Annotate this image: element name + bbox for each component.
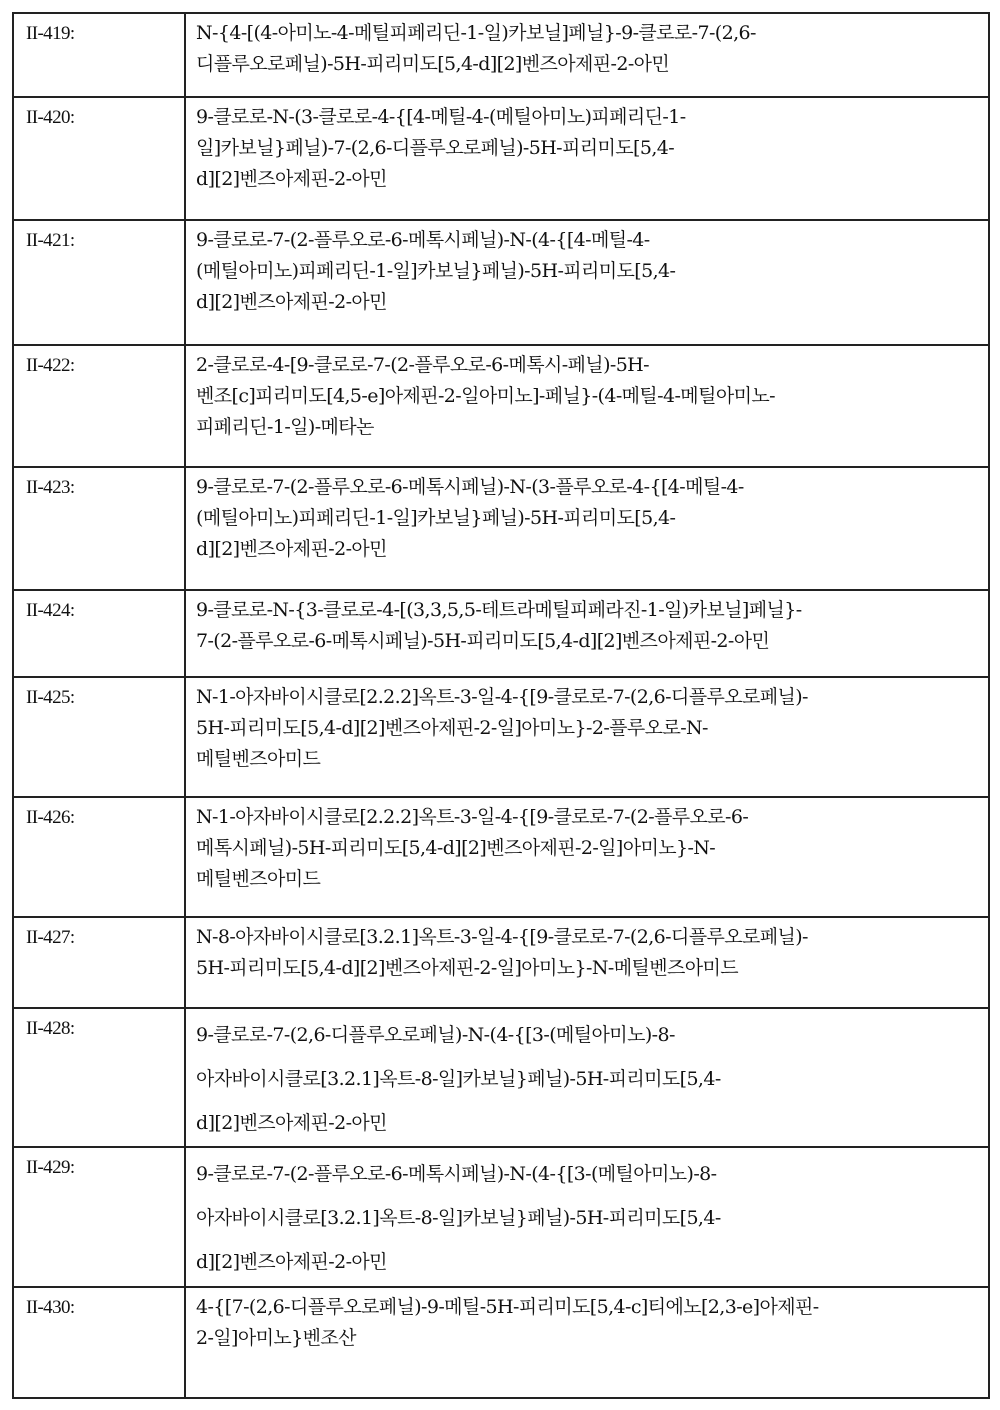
- table-row: [13, 13, 989, 97]
- compound-name-line: (메틸아미노)피페리딘-1-일]카보닐}페닐)-5H-피리미도[5,4-: [196, 256, 982, 287]
- compound-name-line: d][2]벤즈아제핀-2-아민: [196, 287, 982, 318]
- compound-name-line: 4-{[7-(2,6-디플루오로페닐)-9-메틸-5H-피리미도[5,4-c]티에노[2,3-e]아제핀-: [196, 1292, 982, 1323]
- table-row: [13, 677, 989, 797]
- compound-name: [185, 220, 989, 345]
- table-row: [13, 220, 989, 345]
- compound-name-line: 2-일]아미노}벤조산: [196, 1323, 982, 1354]
- table-row: [13, 1287, 989, 1398]
- compound-name-line: d][2]벤즈아제핀-2-아민: [196, 1101, 982, 1145]
- compound-name: [185, 917, 989, 1008]
- table-row: [13, 590, 989, 677]
- compound-name-line: N-1-아자바이시클로[2.2.2]옥트-3-일-4-{[9-클로로-7-(2-플루오로-6-: [196, 802, 982, 833]
- compound-name-line: N-{4-[(4-아미노-4-메틸피페리딘-1-일)카보닐]페닐}-9-클로로-7-(2,6-: [196, 18, 982, 49]
- compound-name: [185, 590, 989, 677]
- compound-name-line: 7-(2-플루오로-6-메톡시페닐)-5H-피리미도[5,4-d][2]벤즈아제핀-2-아민: [196, 626, 982, 657]
- compound-id: II-419:: [13, 13, 185, 97]
- table-row: [13, 797, 989, 917]
- compound-id: II-425:: [13, 677, 185, 797]
- compound-id: II-421:: [13, 220, 185, 345]
- compound-name-line: 5H-피리미도[5,4-d][2]벤즈아제핀-2-일]아미노}-2-플루오로-N-: [196, 713, 982, 744]
- compound-name: [185, 13, 989, 97]
- compound-name: [185, 467, 989, 590]
- table-row: [13, 345, 989, 467]
- compound-name-line: d][2]벤즈아제핀-2-아민: [196, 1240, 982, 1284]
- compound-name: [185, 797, 989, 917]
- compound-id: II-422:: [13, 345, 185, 467]
- compound-id: II-424:: [13, 590, 185, 677]
- compound-name: [185, 1147, 989, 1287]
- compound-name-line: N-8-아자바이시클로[3.2.1]옥트-3-일-4-{[9-클로로-7-(2,6-디플루오로페닐)-: [196, 922, 982, 953]
- compound-name-line: 9-클로로-N-{3-클로로-4-[(3,3,5,5-테트라메틸피페라진-1-일)카보닐]페닐}-: [196, 595, 982, 626]
- table-row: [13, 97, 989, 220]
- compound-id: II-420:: [13, 97, 185, 220]
- compound-name-line: 메톡시페닐)-5H-피리미도[5,4-d][2]벤즈아제핀-2-일]아미노}-N-: [196, 833, 982, 864]
- compound-name-line: 아자바이시클로[3.2.1]옥트-8-일]카보닐}페닐)-5H-피리미도[5,4-: [196, 1196, 982, 1240]
- compound-name: [185, 1008, 989, 1147]
- compound-id: II-426:: [13, 797, 185, 917]
- compound-name-line: 피페리딘-1-일)-메타논: [196, 412, 982, 443]
- compound-name-line: 9-클로로-7-(2-플루오로-6-메톡시페닐)-N-(3-플루오로-4-{[4-메틸-4-: [196, 472, 982, 503]
- compound-name-line: d][2]벤즈아제핀-2-아민: [196, 534, 982, 565]
- compound-table: [12, 12, 990, 1399]
- table-row: [13, 467, 989, 590]
- table-row: [13, 1147, 989, 1287]
- compound-name: [185, 345, 989, 467]
- compound-name: [185, 677, 989, 797]
- compound-name-line: N-1-아자바이시클로[2.2.2]옥트-3-일-4-{[9-클로로-7-(2,6-디플루오로페닐)-: [196, 682, 982, 713]
- table-row: [13, 917, 989, 1008]
- compound-name-line: 9-클로로-7-(2,6-디플루오로페닐)-N-(4-{[3-(메틸아미노)-8-: [196, 1013, 982, 1057]
- compound-id: II-429:: [13, 1147, 185, 1287]
- compound-name-line: 9-클로로-N-(3-클로로-4-{[4-메틸-4-(메틸아미노)피페리딘-1-: [196, 102, 982, 133]
- compound-id: II-423:: [13, 467, 185, 590]
- compound-name-line: 2-클로로-4-[9-클로로-7-(2-플루오로-6-메톡시-페닐)-5H-: [196, 350, 982, 381]
- compound-name-line: 메틸벤즈아미드: [196, 864, 982, 895]
- compound-name-line: 아자바이시클로[3.2.1]옥트-8-일]카보닐}페닐)-5H-피리미도[5,4-: [196, 1057, 982, 1101]
- compound-name-line: (메틸아미노)피페리딘-1-일]카보닐}페닐)-5H-피리미도[5,4-: [196, 503, 982, 534]
- compound-name: [185, 1287, 989, 1398]
- compound-name-line: 9-클로로-7-(2-플루오로-6-메톡시페닐)-N-(4-{[3-(메틸아미노)-8-: [196, 1152, 982, 1196]
- compound-name-line: 메틸벤즈아미드: [196, 744, 982, 775]
- compound-name-line: 5H-피리미도[5,4-d][2]벤즈아제핀-2-일]아미노}-N-메틸벤즈아미드: [196, 953, 982, 984]
- compound-name-line: d][2]벤즈아제핀-2-아민: [196, 164, 982, 195]
- compound-id: II-427:: [13, 917, 185, 1008]
- compound-name-line: 디플루오로페닐)-5H-피리미도[5,4-d][2]벤즈아제핀-2-아민: [196, 49, 982, 80]
- compound-id: II-430:: [13, 1287, 185, 1398]
- compound-name-line: 벤조[c]피리미도[4,5-e]아제핀-2-일아미노]-페닐}-(4-메틸-4-메틸아미노-: [196, 381, 982, 412]
- compound-name-line: 9-클로로-7-(2-플루오로-6-메톡시페닐)-N-(4-{[4-메틸-4-: [196, 225, 982, 256]
- compound-name: [185, 97, 989, 220]
- compound-id: II-428:: [13, 1008, 185, 1147]
- compound-name-line: 일]카보닐}페닐)-7-(2,6-디플루오로페닐)-5H-피리미도[5,4-: [196, 133, 982, 164]
- table-row: [13, 1008, 989, 1147]
